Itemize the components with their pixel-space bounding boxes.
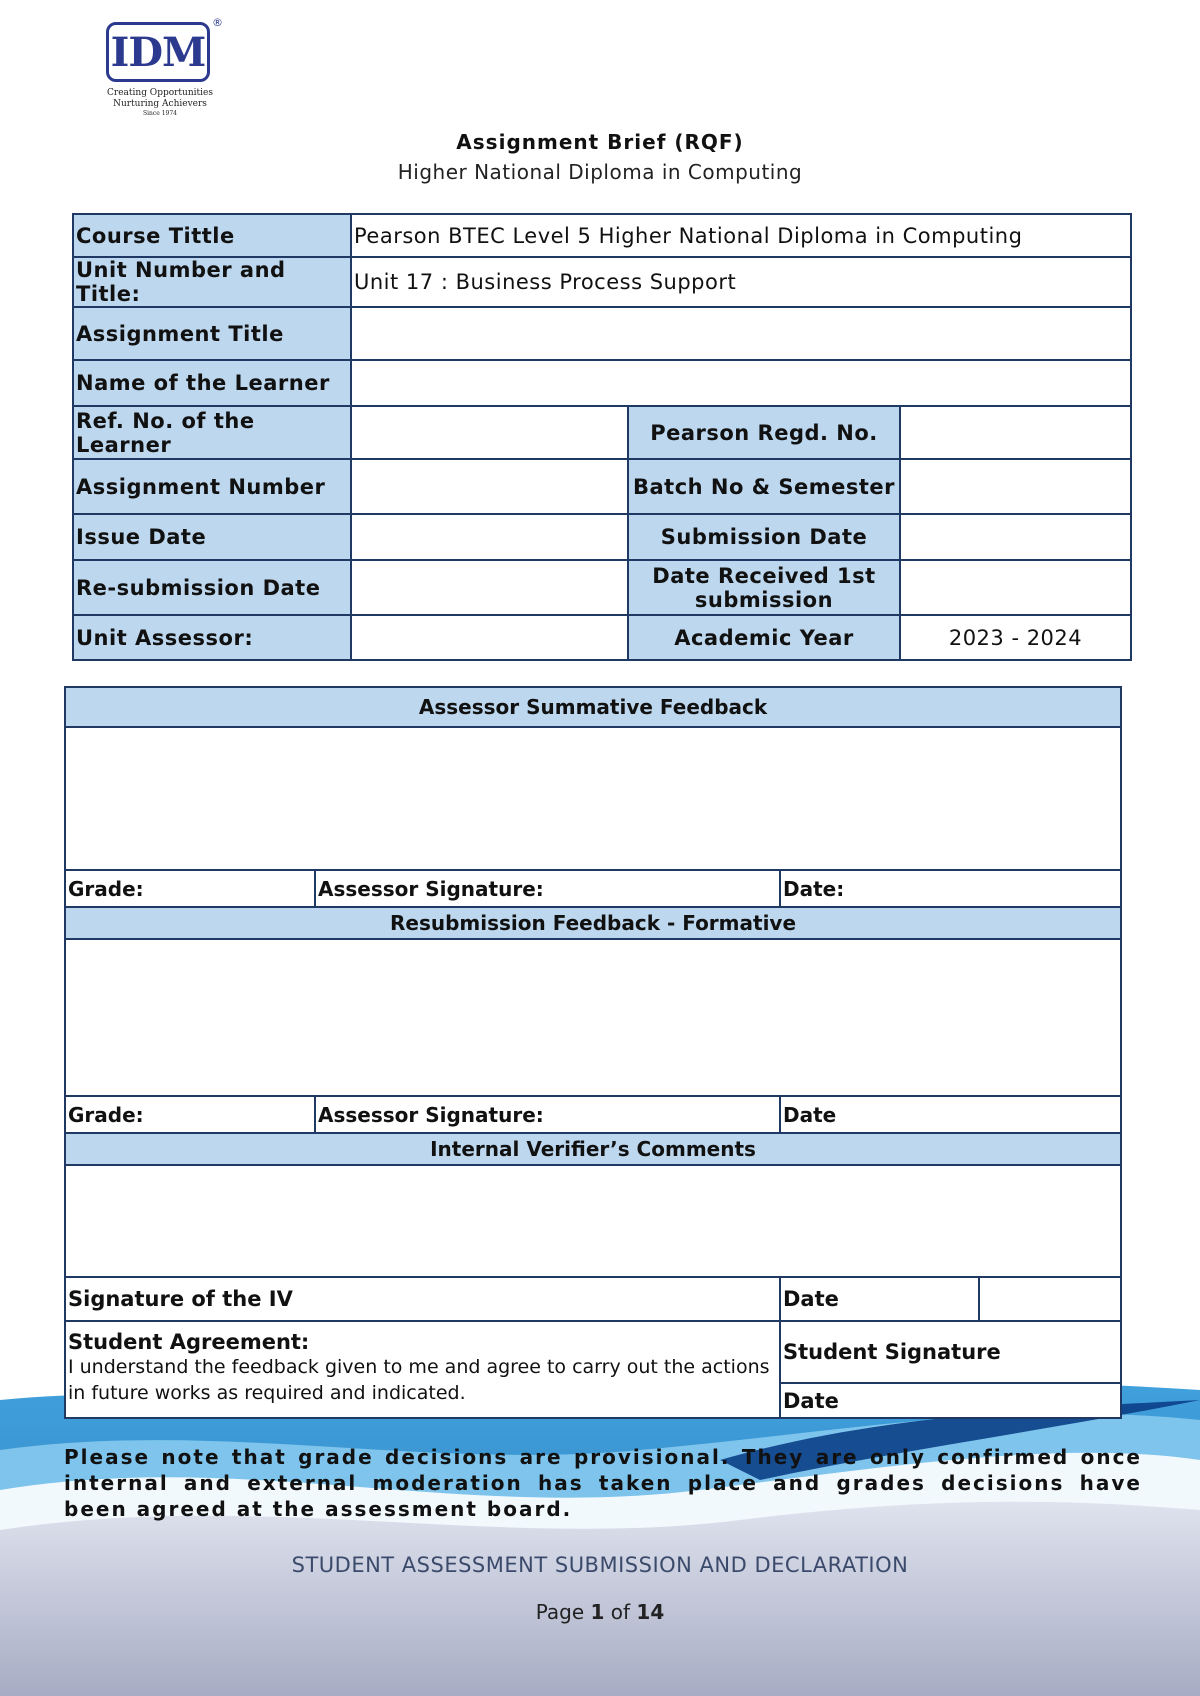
assignment-number-field[interactable] bbox=[351, 459, 628, 514]
table-row bbox=[65, 727, 1121, 870]
page-title: Assignment Brief (RQF) bbox=[456, 130, 744, 154]
page-prefix: Page bbox=[535, 1600, 585, 1624]
page-number bbox=[0, 1600, 1200, 1624]
table-row bbox=[73, 406, 1131, 459]
table-row bbox=[65, 1133, 1121, 1165]
pearson-regd-field[interactable] bbox=[900, 406, 1131, 459]
table-row bbox=[73, 459, 1131, 514]
feedback-table bbox=[64, 686, 1122, 1419]
submission-date-label: Submission Date bbox=[628, 514, 900, 560]
iv-comments-area[interactable] bbox=[65, 1165, 1121, 1277]
student-agreement-title: Student Agreement: bbox=[68, 1330, 310, 1354]
student-signature-label: Student Signature bbox=[780, 1321, 1121, 1383]
assessor-signature-label: Assessor Signature: bbox=[315, 870, 780, 907]
issue-date-label: Issue Date bbox=[73, 514, 351, 560]
provisional-grade-note: Please note that grade decisions are provisional. They are only confirmed once internal and external moderation has taken place and grades decisions have been agreed at the assessment board. bbox=[64, 1445, 1142, 1521]
table-row bbox=[65, 1096, 1121, 1133]
summative-feedback-area[interactable] bbox=[65, 727, 1121, 870]
submission-date-field[interactable] bbox=[900, 514, 1131, 560]
ref-no-field[interactable] bbox=[351, 406, 628, 459]
academic-year-value: 2023 - 2024 bbox=[900, 615, 1131, 660]
logo-tagline bbox=[104, 88, 216, 110]
assignment-title-field[interactable] bbox=[351, 307, 1131, 360]
table-row bbox=[73, 360, 1131, 406]
resubmission-feedback-area[interactable] bbox=[65, 939, 1121, 1096]
student-date-label: Date bbox=[780, 1383, 1121, 1418]
resubmission-date-field[interactable] bbox=[351, 560, 628, 615]
resubmission-feedback-header: Resubmission Feedback - Formative bbox=[65, 907, 1121, 939]
page-subtitle: Higher National Diploma in Computing bbox=[397, 160, 803, 184]
table-row bbox=[73, 514, 1131, 560]
logo-since: Since 1974 bbox=[143, 110, 177, 117]
declaration-heading: STUDENT ASSESSMENT SUBMISSION AND DECLARATION bbox=[291, 1553, 909, 1577]
ref-no-label: Ref. No. of the Learner bbox=[73, 406, 351, 459]
pearson-regd-label: Pearson Regd. No. bbox=[628, 406, 900, 459]
batch-label: Batch No & Semester bbox=[628, 459, 900, 514]
summative-feedback-header: Assessor Summative Feedback bbox=[65, 687, 1121, 727]
student-agreement-cell bbox=[65, 1321, 780, 1418]
date-label-2: Date bbox=[780, 1096, 1121, 1133]
assignment-number-label: Assignment Number bbox=[73, 459, 351, 514]
logo-wordmark: IDM bbox=[106, 22, 210, 82]
page-total: 14 bbox=[636, 1600, 665, 1624]
logo-tagline-1: Creating Opportunities bbox=[107, 88, 213, 98]
issue-date-field[interactable] bbox=[351, 514, 628, 560]
date-received-label: Date Received 1st submission bbox=[628, 560, 900, 615]
table-row bbox=[65, 1165, 1121, 1277]
unit-assessor-label: Unit Assessor: bbox=[73, 615, 351, 660]
iv-date-label: Date bbox=[780, 1277, 979, 1321]
batch-field[interactable] bbox=[900, 459, 1131, 514]
table-row bbox=[65, 870, 1121, 907]
student-agreement-text: I understand the feedback given to me and agree to carry out the actions in future works as required and indicated. bbox=[68, 1356, 770, 1404]
academic-year-label: Academic Year bbox=[628, 615, 900, 660]
table-row bbox=[65, 939, 1121, 1096]
learner-name-field[interactable] bbox=[351, 360, 1131, 406]
grade-label-2: Grade: bbox=[65, 1096, 315, 1133]
table-row bbox=[65, 1277, 1121, 1321]
unit-label: Unit Number and Title: bbox=[73, 257, 351, 307]
table-row bbox=[73, 214, 1131, 257]
page-current: 1 bbox=[590, 1600, 605, 1624]
resubmission-date-label: Re-submission Date bbox=[73, 560, 351, 615]
grade-label: Grade: bbox=[65, 870, 315, 907]
table-row bbox=[65, 907, 1121, 939]
table-row bbox=[73, 560, 1131, 615]
iv-comments-header: Internal Verifier’s Comments bbox=[65, 1133, 1121, 1165]
background-wave bbox=[0, 1380, 1200, 1696]
unit-value: Unit 17 : Business Process Support bbox=[351, 257, 1131, 307]
course-title-value: Pearson BTEC Level 5 Higher National Diploma in Computing bbox=[351, 214, 1131, 257]
page-of: of bbox=[610, 1600, 631, 1624]
iv-date-field[interactable] bbox=[979, 1277, 1121, 1321]
logo-tagline-2: Nurturing Achievers bbox=[113, 99, 207, 109]
assessor-signature-label-2: Assessor Signature: bbox=[315, 1096, 780, 1133]
iv-signature-label: Signature of the IV bbox=[65, 1277, 780, 1321]
table-row bbox=[65, 687, 1121, 727]
date-label: Date: bbox=[780, 870, 1121, 907]
registered-mark: ® bbox=[212, 16, 223, 29]
table-row bbox=[73, 615, 1131, 660]
learner-name-label: Name of the Learner bbox=[73, 360, 351, 406]
idm-logo bbox=[104, 16, 224, 122]
table-row bbox=[73, 257, 1131, 307]
assignment-title-label: Assignment Title bbox=[73, 307, 351, 360]
course-title-label: Course Tittle bbox=[73, 214, 351, 257]
date-received-field[interactable] bbox=[900, 560, 1131, 615]
table-row bbox=[65, 1321, 1121, 1383]
unit-assessor-field[interactable] bbox=[351, 615, 628, 660]
table-row bbox=[73, 307, 1131, 360]
assignment-info-table bbox=[72, 213, 1132, 661]
